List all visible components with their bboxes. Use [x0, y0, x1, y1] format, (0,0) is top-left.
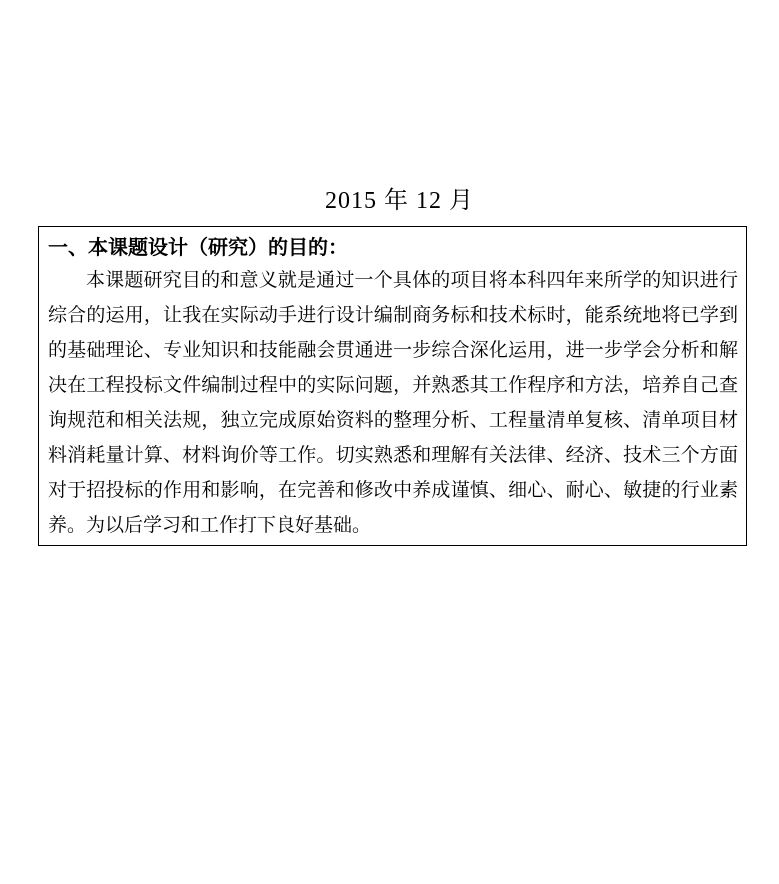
section-heading: 一、本课题设计（研究）的目的： [48, 237, 348, 259]
section-body-paragraph: 本课题研究目的和意义就是通过一个具体的项目将本科四年来所学的知识进行综合的运用，让我在实际动手进行设计编制商务标和技术标时，能系统地将已学到的基础理论、专业知识和技能融会贯通进一步综合深化运用，进一步学会分析和解决在工程投标文件编制过程中的实际问题，并熟悉其工作程序和方法，培养自己查询规范和相关法规，独立完成原始资料的整理分析、工程量清单复核、清单项目材料消耗量计算、材料询价等工作。切实熟悉和理解有关法律、经济、技术三个方面对于招投标的作用和影响，在完善和修改中养成谨慎、细心、耐心、敏捷的行业素养。为以后学习和工作打下良好基础。 [48, 270, 738, 536]
date-title: 2015 年 12 月 [325, 188, 474, 214]
purpose-section-box [38, 226, 747, 546]
